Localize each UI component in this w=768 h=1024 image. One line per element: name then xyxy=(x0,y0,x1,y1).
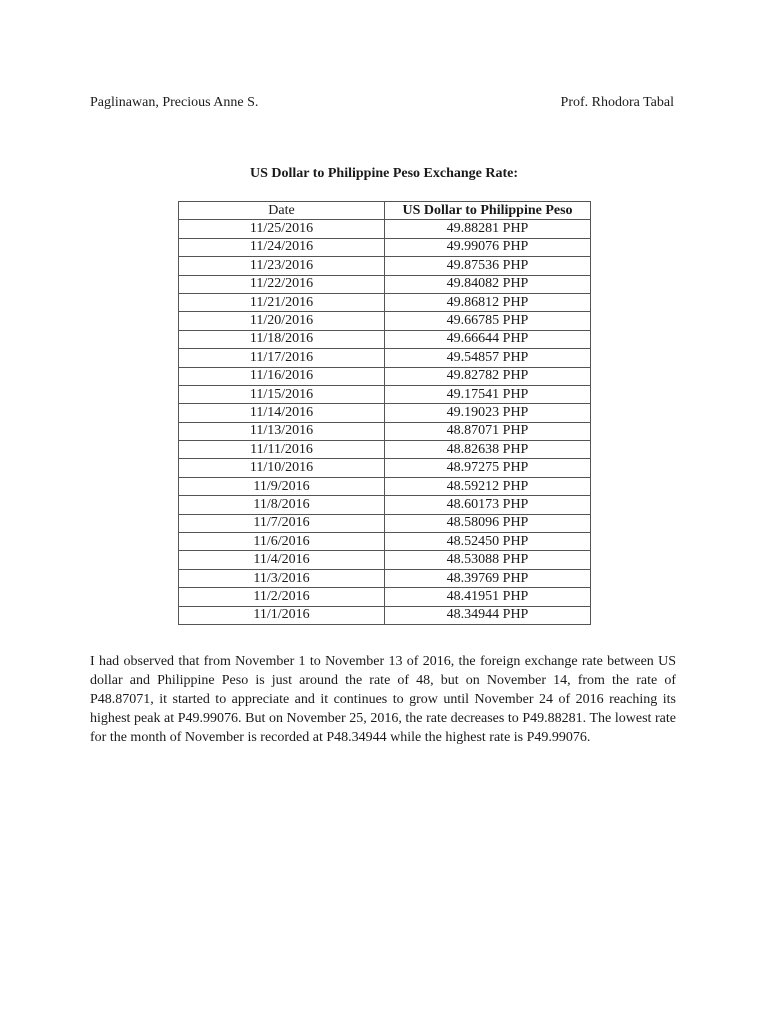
column-header-rate: US Dollar to Philippine Peso xyxy=(385,202,591,220)
table-row xyxy=(179,293,591,311)
rate-cell: 48.52450 PHP xyxy=(385,533,591,551)
rate-cell: 48.41951 PHP xyxy=(385,588,591,606)
date-cell: 11/2/2016 xyxy=(179,588,385,606)
table-body xyxy=(179,220,591,625)
date-cell: 11/24/2016 xyxy=(179,238,385,256)
table-row xyxy=(179,551,591,569)
table-row xyxy=(179,330,591,348)
column-header-date: Date xyxy=(179,202,385,220)
table-row xyxy=(179,312,591,330)
date-cell: 11/21/2016 xyxy=(179,293,385,311)
table-row xyxy=(179,257,591,275)
rate-cell: 48.87071 PHP xyxy=(385,422,591,440)
date-cell: 11/3/2016 xyxy=(179,569,385,587)
table-row xyxy=(179,422,591,440)
rate-cell: 49.54857 PHP xyxy=(385,349,591,367)
table-row xyxy=(179,404,591,422)
date-cell: 11/16/2016 xyxy=(179,367,385,385)
rate-cell: 49.66785 PHP xyxy=(385,312,591,330)
table-row xyxy=(179,569,591,587)
date-cell: 11/1/2016 xyxy=(179,606,385,624)
rate-cell: 48.53088 PHP xyxy=(385,551,591,569)
date-cell: 11/17/2016 xyxy=(179,349,385,367)
table-row xyxy=(179,459,591,477)
table-row xyxy=(179,441,591,459)
rate-cell: 48.59212 PHP xyxy=(385,477,591,495)
date-cell: 11/11/2016 xyxy=(179,441,385,459)
table-row xyxy=(179,606,591,624)
rate-cell: 49.99076 PHP xyxy=(385,238,591,256)
date-cell: 11/22/2016 xyxy=(179,275,385,293)
date-cell: 11/20/2016 xyxy=(179,312,385,330)
date-cell: 11/13/2016 xyxy=(179,422,385,440)
rate-cell: 48.97275 PHP xyxy=(385,459,591,477)
date-cell: 11/9/2016 xyxy=(179,477,385,495)
table-row xyxy=(179,533,591,551)
table-title: US Dollar to Philippine Peso Exchange Rate: xyxy=(249,166,519,181)
professor-name: Prof. Rhodora Tabal xyxy=(560,95,674,110)
rate-cell: 49.82782 PHP xyxy=(385,367,591,385)
table-row xyxy=(179,385,591,403)
table-row xyxy=(179,238,591,256)
date-cell: 11/23/2016 xyxy=(179,257,385,275)
rate-cell: 49.86812 PHP xyxy=(385,293,591,311)
date-cell: 11/6/2016 xyxy=(179,533,385,551)
table-row xyxy=(179,514,591,532)
table-row xyxy=(179,588,591,606)
rate-cell: 48.34944 PHP xyxy=(385,606,591,624)
table-row xyxy=(179,496,591,514)
table-row xyxy=(179,220,591,238)
rate-cell: 49.19023 PHP xyxy=(385,404,591,422)
date-cell: 11/7/2016 xyxy=(179,514,385,532)
rate-cell: 49.66644 PHP xyxy=(385,330,591,348)
rate-cell: 49.84082 PHP xyxy=(385,275,591,293)
date-cell: 11/25/2016 xyxy=(179,220,385,238)
date-cell: 11/4/2016 xyxy=(179,551,385,569)
document-header xyxy=(90,95,674,115)
rate-cell: 49.87536 PHP xyxy=(385,257,591,275)
table-header-row xyxy=(179,202,591,220)
student-name: Paglinawan, Precious Anne S. xyxy=(90,95,259,110)
rate-cell: 49.88281 PHP xyxy=(385,220,591,238)
date-cell: 11/15/2016 xyxy=(179,385,385,403)
table-row xyxy=(179,477,591,495)
date-cell: 11/18/2016 xyxy=(179,330,385,348)
date-cell: 11/10/2016 xyxy=(179,459,385,477)
rate-cell: 48.60173 PHP xyxy=(385,496,591,514)
rate-cell: 49.17541 PHP xyxy=(385,385,591,403)
table-row xyxy=(179,275,591,293)
table-row xyxy=(179,367,591,385)
date-cell: 11/14/2016 xyxy=(179,404,385,422)
table-row xyxy=(179,349,591,367)
rate-cell: 48.39769 PHP xyxy=(385,569,591,587)
observation-paragraph: I had observed that from November 1 to November 13 of 2016, the foreign exchange rate between US dollar and Philippine Peso is just around the rate of 48, but on November 14, from the rate of P48.87071, it started to appreciate and it continues to grow until November 24 of 2016 reaching its highest peak at P49.99076. But on November 25, 2016, the rate decreases to P49.88281. The lowest rate for the month of November is recorded at P48.34944 while the highest rate is P49.99076. xyxy=(90,654,676,745)
date-cell: 11/8/2016 xyxy=(179,496,385,514)
exchange-rate-table xyxy=(178,201,591,625)
rate-cell: 48.82638 PHP xyxy=(385,441,591,459)
rate-cell: 48.58096 PHP xyxy=(385,514,591,532)
